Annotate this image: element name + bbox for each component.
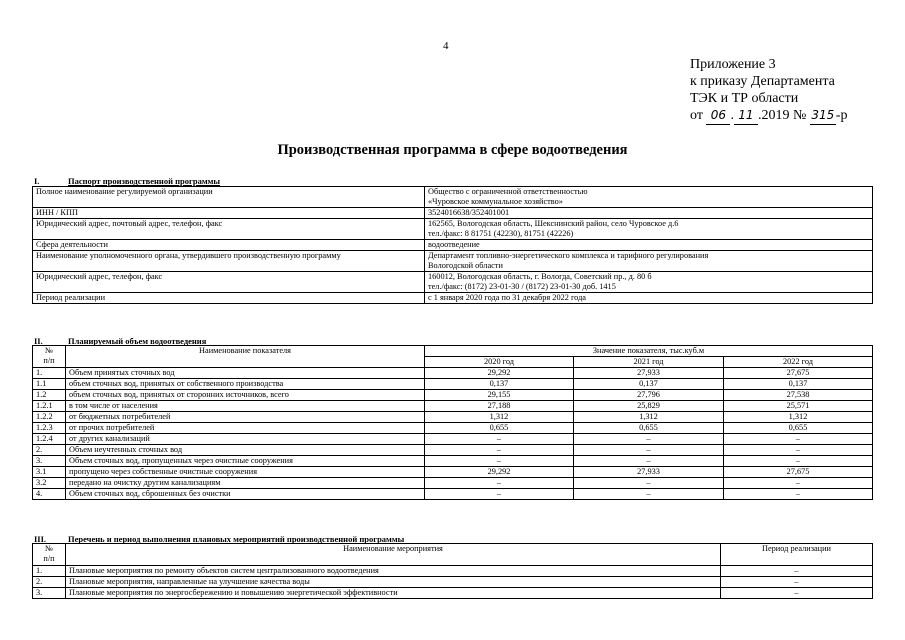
row-value: 27,933 [574,368,724,379]
row-name: от прочих потребителей [66,423,425,434]
section2-number: II. [34,336,43,346]
passport-value [425,240,873,251]
passport-value [425,219,873,240]
measure-row [33,566,873,577]
measure-period: – [721,566,873,577]
row-value: – [574,456,724,467]
section3-title: Перечень и период выполнения плановых мероприятий производственной программы [68,534,405,544]
row-value: 29,292 [425,467,574,478]
passport-value-line: тел./факс: 8 81751 (42230), 81751 (42226) [428,229,574,238]
passport-value [425,187,873,208]
volume-row [33,456,873,467]
row-value: 0,655 [724,423,873,434]
volume-row [33,412,873,423]
row-value: 0,655 [574,423,724,434]
row-value: – [574,478,724,489]
row-number: 1.2 [33,390,66,401]
passport-value-line: 3524016638/352401001 [428,208,510,217]
volume-row [33,368,873,379]
volume-head-value: Значение показателя, тыс.куб.м [425,346,873,357]
section2-title: Планируемый объем водоотведения [68,336,207,346]
row-value: – [724,489,873,500]
row-value: – [425,456,574,467]
order-suffix: -р [835,108,848,123]
row-name: от бюджетных потребителей [66,412,425,423]
measure-period: – [721,577,873,588]
row-number: 3. [33,456,66,467]
appendix-date-line: от 06 . 11 .2019 № 315 -р [690,108,848,123]
appendix-block [690,56,847,125]
row-value: 27,796 [574,390,724,401]
volume-row [33,445,873,456]
row-name: пропущено через собственные очистные сооружения [66,467,425,478]
passport-row [33,187,873,208]
passport-value-line: «Чуровское коммунальное хозяйство» [428,197,563,206]
row-name: объем сточных вод, принятых от собственного производства [66,379,425,390]
passport-value-line: тел./факс: (8172) 23-01-30 / (8172) 23-01-30 доб. 1415 [428,282,616,291]
passport-value-line: с 1 января 2020 года по 31 декабря 2022 года [428,293,586,302]
passport-value [425,208,873,219]
passport-label: Сфера деятельности [33,240,425,251]
passport-table [32,186,873,304]
passport-value-line: Департамент топливно-энергетического комплекса и тарифного регулирования [428,251,709,260]
passport-row [33,208,873,219]
row-name: от других канализаций [66,434,425,445]
row-number: 2. [33,445,66,456]
volume-row [33,478,873,489]
appendix-line1: Приложение 3 [690,57,776,72]
row-value: 25,571 [724,401,873,412]
date-day: 06 [706,107,730,125]
section1-number: I. [34,176,40,186]
row-number: 4. [33,489,66,500]
passport-label: ИНН / КПП [33,208,425,219]
document-title: Производственная программа в сфере водоотведения [277,142,628,158]
measures-table [32,543,873,599]
row-value: 1,312 [724,412,873,423]
row-value: 27,188 [425,401,574,412]
passport-value-line: водоотведение [428,240,480,249]
row-name: Объем неучтенных сточных вод [66,445,425,456]
order-number: 315 [810,107,836,125]
section1-heading [34,176,220,186]
date-year: .2019 № [757,108,807,123]
row-name: Объем принятых сточных вод [66,368,425,379]
measures-head-num: № п/п [33,544,66,566]
row-value: – [574,434,724,445]
volume-table [32,345,873,500]
passport-label: Наименование уполномоченного органа, утвердившего производственную программу [33,251,425,272]
volume-row [33,489,873,500]
volume-head-name: Наименование показателя [66,346,425,368]
row-value: – [425,434,574,445]
row-value: 29,292 [425,368,574,379]
page-number: 4 [443,40,449,52]
row-name: объем сточных вод, принятых от сторонних источников, всего [66,390,425,401]
measure-name: Плановые мероприятия, направленные на улучшение качества воды [66,577,721,588]
row-name: Объем сточных вод, сброшенных без очистки [66,489,425,500]
measures-head-period: Период реализации [721,544,873,566]
row-value: – [425,445,574,456]
row-value: – [724,478,873,489]
row-number: 1.2.1 [33,401,66,412]
year-2022: 2022 год [724,357,873,368]
row-value: 1,312 [574,412,724,423]
volume-row [33,379,873,390]
row-value: 0,137 [574,379,724,390]
passport-label: Период реализации [33,293,425,304]
row-name: Объем сточных вод, пропущенных через очистные сооружения [66,456,425,467]
row-value: 0,137 [724,379,873,390]
volume-row [33,467,873,478]
row-value: 0,655 [425,423,574,434]
row-value: – [724,445,873,456]
passport-label: Юридический адрес, почтовый адрес, телефон, факс [33,219,425,240]
row-name: передано на очистку другим канализациям [66,478,425,489]
passport-row [33,240,873,251]
passport-value-line: 162565, Вологодская область, Шекснинский район, село Чуровское д.6 [428,219,679,228]
measure-row [33,577,873,588]
row-value: 1,312 [425,412,574,423]
passport-row [33,272,873,293]
row-number: 1. [33,368,66,379]
row-value: 0,137 [425,379,574,390]
volume-row [33,390,873,401]
volume-row [33,434,873,445]
year-2021: 2021 год [574,357,724,368]
measures-head-name: Наименование мероприятия [66,544,721,566]
passport-row [33,293,873,304]
row-value: 27,675 [724,368,873,379]
row-value: 27,675 [724,467,873,478]
passport-label: Юридический адрес, телефон, факс [33,272,425,293]
passport-value [425,272,873,293]
measure-row [33,588,873,599]
row-value: – [425,478,574,489]
section1-title: Паспорт производственной программы [68,176,221,186]
passport-value-line: 160012, Вологодская область, г. Вологда, Советский пр., д. 80 б [428,272,652,281]
year-2020: 2020 год [425,357,574,368]
row-number: 1.1 [33,379,66,390]
row-value: – [724,456,873,467]
measure-period: – [721,588,873,599]
row-name: в том числе от населения [66,401,425,412]
section3-number: III. [34,534,47,544]
passport-value-line: Вологодской области [428,261,503,270]
appendix-line3: ТЭК и ТР области [690,91,799,106]
volume-row [33,423,873,434]
row-value: – [574,445,724,456]
measure-name: Плановые мероприятия по энергосбережению и повышению энергетической эффективности [66,588,721,599]
appendix-line2: к приказу Департамента [690,74,835,89]
passport-label: Полное наименование регулируемой организации [33,187,425,208]
row-number: 1.2.2 [33,412,66,423]
row-value: – [724,434,873,445]
row-value: – [425,489,574,500]
measure-number: 2. [33,577,66,588]
row-number: 1.2.3 [33,423,66,434]
measure-number: 1. [33,566,66,577]
passport-value-line: Общество с ограниченной ответственностью [428,187,588,196]
volume-head-num: № п/п [33,346,66,368]
row-number: 3.1 [33,467,66,478]
measure-number: 3. [33,588,66,599]
passport-row [33,219,873,240]
row-value: – [574,489,724,500]
date-prefix: от [690,108,703,123]
row-value: 27,933 [574,467,724,478]
date-month: 11 [734,107,758,125]
passport-value [425,293,873,304]
passport-value [425,251,873,272]
row-value: 29,155 [425,390,574,401]
row-number: 3.2 [33,478,66,489]
measure-name: Плановые мероприятия по ремонту объектов систем централизованного водоотведения [66,566,721,577]
row-number: 1.2.4 [33,434,66,445]
row-value: 25,829 [574,401,724,412]
passport-row [33,251,873,272]
volume-row [33,401,873,412]
row-value: 27,538 [724,390,873,401]
